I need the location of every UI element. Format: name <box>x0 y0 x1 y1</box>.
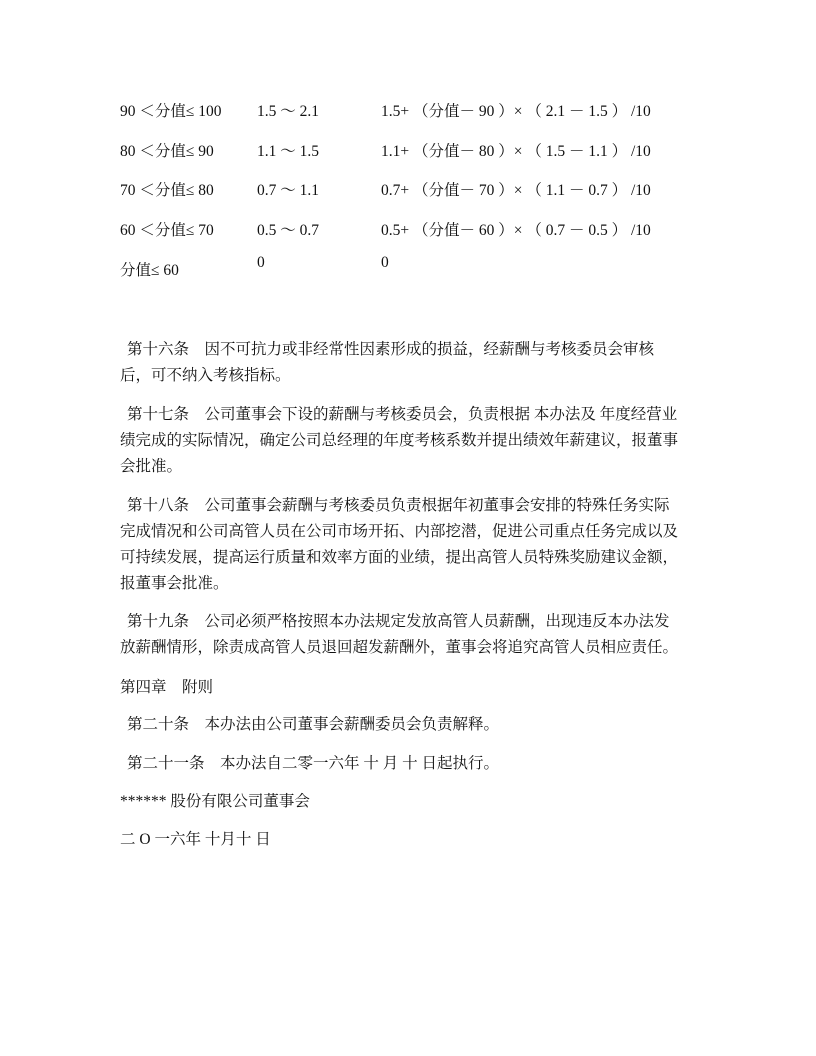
text-line: 报董事会批准。 <box>120 575 229 592</box>
chapter-4-title: 第四章 附则 <box>120 679 214 696</box>
text-line: 绩完成的实际情况，确定公司总经理的年度考核系数并提出绩效年薪建议，报董事 <box>120 432 679 449</box>
signature <box>120 789 710 815</box>
article-16 <box>120 337 710 389</box>
text-line: 第二十一条 本办法自二零一六年 十 月 十 日起执行。 <box>127 755 500 772</box>
text-line: 第十八条 公司董事会薪酬与考核委员负责根据年初董事会安排的特殊任务实际 <box>127 497 670 514</box>
text-line: 第十七条 公司董事会下设的薪酬与考核委员会，负责根据 本办法及 年度经营业 <box>127 406 678 423</box>
article-20 <box>120 712 710 738</box>
article-19 <box>120 609 710 661</box>
text-line: 第十九条 公司必须严格按照本办法规定发放高管人员薪酬，出现违反本办法发 <box>127 613 670 630</box>
table-cell: 0.5+ （分值－ 60 ）× （ 0.7 － 0.5 ） /10 <box>381 222 651 239</box>
chapter-heading <box>120 675 710 701</box>
table-cell: 70 ＜分值≤ 80 <box>120 182 214 199</box>
table-cell: 1.1 ～ 1.5 <box>257 143 320 160</box>
table-cell: 1.5 ～ 2.1 <box>257 103 320 120</box>
article-21 <box>120 751 710 777</box>
text-line: 可持续发展，提高运行质量和效率方面的业绩，提出高管人员特殊奖励建议金额， <box>120 549 679 566</box>
table-cell: 60 ＜分值≤ 70 <box>120 222 214 239</box>
table-cell: 1.1+ （分值－ 80 ）× （ 1.5 － 1.1 ） /10 <box>381 143 651 160</box>
table-cell: 90 ＜分值≤ 100 <box>120 103 222 120</box>
date <box>120 827 710 853</box>
signature-text: ****** 股份有限公司董事会 <box>120 793 310 810</box>
text-line: 会批准。 <box>120 458 183 475</box>
table-cell: 80 ＜分值≤ 90 <box>120 143 214 160</box>
table-cell: 1.5+ （分值－ 90 ）× （ 2.1 － 1.5 ） /10 <box>381 103 651 120</box>
table-cell: 0 <box>381 254 389 271</box>
table-cell: 分值≤ 60 <box>120 262 179 279</box>
table-cell: 0.7+ （分值－ 70 ）× （ 1.1 － 0.7 ） /10 <box>381 182 651 199</box>
text-line: 后，可不纳入考核指标。 <box>120 367 291 384</box>
article-17 <box>120 402 710 480</box>
text-line: 放薪酬情形，除责成高管人员退回超发薪酬外，董事会将追究高管人员相应责任。 <box>120 639 679 656</box>
text-line: 第二十条 本办法由公司董事会薪酬委员会负责解释。 <box>127 716 500 733</box>
text-line: 第十六条 因不可抗力或非经常性因素形成的损益，经薪酬与考核委员会审核 <box>127 341 655 358</box>
text-line: 完成情况和公司高管人员在公司市场开拓、内部挖潜，促进公司重点任务完成以及 <box>120 523 679 540</box>
table-cell: 0 <box>257 254 265 271</box>
date-text: 二 O 一六年 十月十 日 <box>120 831 271 848</box>
table-cell: 0.5 ～ 0.7 <box>257 222 320 239</box>
article-18 <box>120 493 710 597</box>
table-cell: 0.7 ～ 1.1 <box>257 182 320 199</box>
